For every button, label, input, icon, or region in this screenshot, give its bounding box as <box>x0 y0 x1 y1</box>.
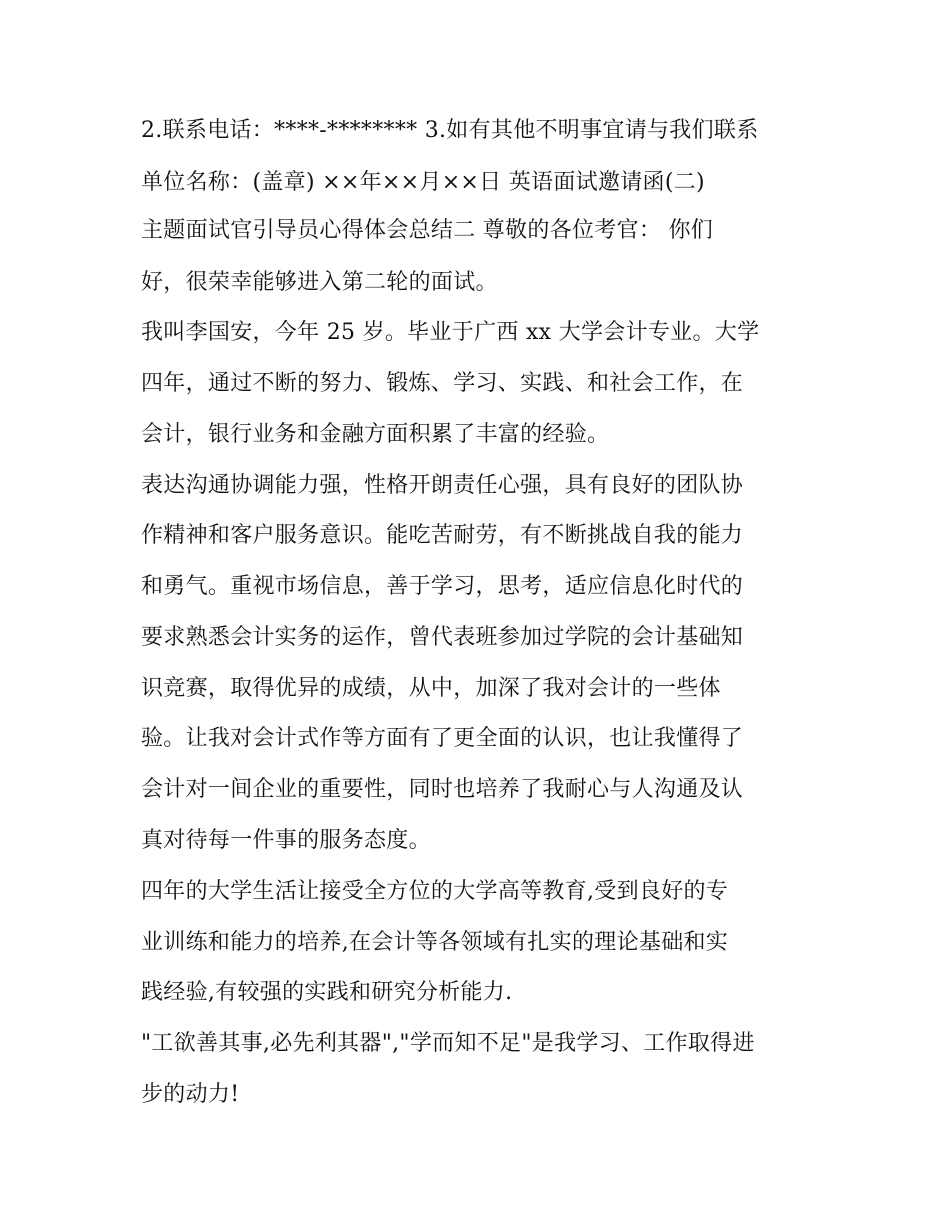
text-line: 会计，银行业务和金融方面积累了丰富的经验。 <box>141 422 610 447</box>
text-line: 验。让我对会计式作等方面有了更全面的认识，也让我懂得了 <box>141 726 744 751</box>
text-line: 和勇气。重视市场信息，善于学习，思考，适应信息化时代的 <box>141 574 744 599</box>
text-line: 四年，通过不断的努力、锻炼、学习、实践、和社会工作，在 <box>141 371 744 396</box>
text-line: 好，很荣幸能够进入第二轮的面试。 <box>141 270 498 295</box>
text-line: 要求熟悉会计实务的运作，曾代表班参加过学院的会计基础知 <box>141 625 744 650</box>
text-line: 业训练和能力的培养,在会计等各领域有扎实的理论基础和实 <box>141 930 729 955</box>
text-line: 我叫李国安，今年 25 岁。毕业于广西 xx 大学会计专业。大学 <box>141 320 760 345</box>
text-line: 真对待每一件事的服务态度。 <box>141 828 431 853</box>
text-line: 2.联系电话：****-******** 3.如有其他不明事宜请与我们联系 <box>141 118 759 143</box>
text-line: "工欲善其事,必先利其器","学而知不足"是我学习、工作取得进 <box>141 1031 755 1056</box>
text-line: 践经验,有较强的实践和研究分析能力. <box>141 980 513 1005</box>
text-line: 四年的大学生活让接受全方位的大学高等教育,受到良好的专 <box>141 879 729 904</box>
text-line: 步的动力! <box>141 1082 240 1107</box>
text-line: 作精神和客户服务意识。能吃苦耐劳，有不断挑战自我的能力 <box>141 523 744 548</box>
text-line: 单位名称：(盖章) ××年××月××日 英语面试邀请函(二) <box>141 170 705 195</box>
text-line: 会计对一间企业的重要性，同时也培养了我耐心与人沟通及认 <box>141 777 744 802</box>
text-line: 主题面试官引导员心得体会总结二 尊敬的各位考官： 你们 <box>141 218 714 243</box>
text-line: 识竞赛，取得优异的成绩，从中，加深了我对会计的一些体 <box>141 676 721 701</box>
text-line: 表达沟通协调能力强，性格开朗责任心强，具有良好的团队协 <box>141 473 744 498</box>
